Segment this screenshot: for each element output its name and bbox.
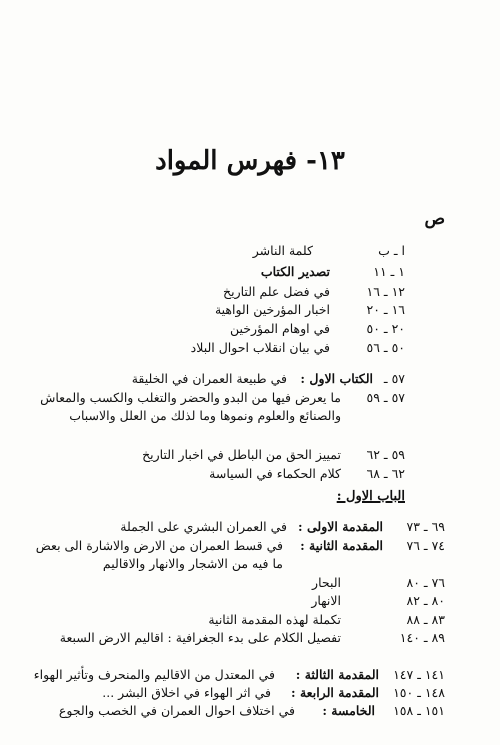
- toc-entry: [35, 389, 405, 445]
- toc-entry: [45, 629, 445, 665]
- toc-entry: [25, 684, 445, 702]
- page-range: ٢٠ ـ ٥٠: [366, 321, 405, 336]
- chapter-heading: الباب الاول :: [336, 489, 405, 504]
- page-range: ٨٣ ـ ٨٨: [406, 612, 445, 627]
- page-range: ١٤١ ـ ١٤٧: [393, 667, 445, 682]
- page-range: ٦٢ ـ ٦٨: [366, 466, 405, 481]
- toc-entry: [105, 242, 405, 260]
- page-range: ١٥١ ـ ١٥٨: [393, 703, 445, 718]
- toc-entry: [25, 537, 445, 573]
- entry-text: كلام الحكماء في السياسة: [209, 466, 341, 481]
- entry-text: ما يعرض فيها من البدو والحضر والتغلب والكسب والمعاش والصنائع والعلوم ونموها وما لذلك من العلل والاسباب: [40, 390, 341, 423]
- entry-text: تصدير الكتاب: [260, 264, 330, 279]
- entry-text: تكملة لهذه المقدمة الثانية: [208, 612, 341, 627]
- page-range: ١٢ ـ ١٦: [366, 284, 405, 299]
- page-range: ٥٠ ـ ٥٦: [366, 340, 405, 355]
- page-title: ١٣- فهرس المواد: [155, 146, 345, 176]
- toc-entry: [105, 465, 405, 483]
- book-label: الكتاب الاول :: [300, 371, 373, 386]
- entry-text: تمييز الحق من الباطل في اخبار التاريخ: [142, 447, 341, 462]
- page-range: ١٤٨ ـ ١٥٠: [393, 685, 445, 700]
- page-column-label: ص: [424, 209, 445, 229]
- entry-text: الانهار: [311, 593, 341, 608]
- page-range: ٧٤ ـ ٧٦: [406, 538, 445, 553]
- toc-entry: [85, 611, 445, 629]
- toc-entry: [105, 301, 405, 319]
- book-heading: [105, 370, 405, 388]
- toc-entry: [105, 339, 405, 357]
- entry-label: المقدمة الثالثة :: [295, 667, 379, 682]
- entry-label: المقدمة الرابعة :: [291, 685, 379, 700]
- page-range: ٧٦ ـ ٨٠: [406, 575, 445, 590]
- entry-label: الخامسة :: [322, 703, 375, 718]
- entry-label: المقدمة الاولى :: [298, 519, 383, 534]
- page-range: ٨٩ ـ ١٤٠: [399, 630, 445, 645]
- book-text: في طبيعة العمران في الخليقة: [131, 371, 287, 386]
- entry-text: في اوهام المؤرخين: [229, 321, 330, 336]
- toc-entry: [105, 446, 405, 464]
- toc-entry: [85, 592, 445, 610]
- toc-entry: [105, 263, 405, 281]
- page-range: ٥٩ ـ ٦٢: [366, 447, 405, 462]
- entry-text: في اثر الهواء في اخلاق البشر ...: [102, 685, 271, 700]
- entry-text: في فضل علم التاريخ: [223, 284, 330, 299]
- page-range: ا ـ ب: [378, 243, 405, 258]
- entry-text: في بيان انقلاب احوال البلاد: [190, 340, 330, 355]
- entry-text: في قسط العمران من الارض والاشارة الى بعض ما فيه من الاشجار والانهار والاقاليم: [35, 538, 283, 571]
- entry-text: في العمران البشري على الجملة: [120, 519, 287, 534]
- page-range: ١٦ ـ ٢٠: [366, 302, 405, 317]
- entry-text: في اختلاف احوال العمران في الخصب والجوع: [58, 703, 295, 718]
- entry-text: البحار: [312, 575, 341, 590]
- page-range: ٥٧ ـ: [383, 371, 405, 386]
- page-range: ٨٠ ـ ٨٢: [406, 593, 445, 608]
- toc-entry: [105, 283, 405, 301]
- toc-entry: [25, 702, 445, 720]
- toc-entry: [85, 574, 445, 592]
- page-range: ٥٧ ـ ٥٩: [366, 390, 405, 405]
- entry-text: كلمة الناشر: [252, 243, 313, 258]
- entry-label: المقدمة الثانية :: [300, 538, 383, 553]
- toc-entry: [85, 518, 445, 536]
- entry-text: في المعتدل من الاقاليم والمنحرف وتأثير الهواء: [33, 667, 275, 682]
- page-range: ٦٩ ـ ٧٣: [406, 519, 445, 534]
- toc-entry: [105, 320, 405, 338]
- page-range: ١ ـ ١١: [373, 264, 405, 279]
- entry-text: اخبار المؤرخين الواهية: [214, 302, 330, 317]
- toc-entry: [25, 666, 445, 684]
- entry-text: تفصيل الكلام على بدء الجغرافية : اقاليم الارض السبعة: [59, 630, 341, 645]
